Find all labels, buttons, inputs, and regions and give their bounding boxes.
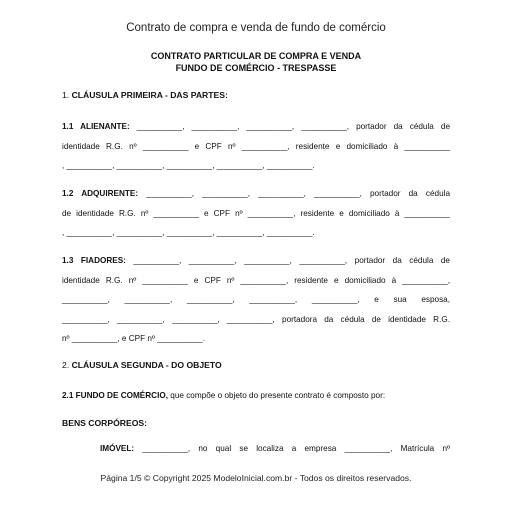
fiadores-label: 1.3 FIADORES: [62, 256, 126, 265]
document-heading [0, 50, 512, 74]
clause1-heading [62, 90, 228, 100]
imovel-text: __________, no qual se localiza a empresa __________, Matrícula nº [142, 444, 450, 453]
fundo-line [62, 386, 450, 405]
clause1-title: CLÁUSULA PRIMEIRA - DAS PARTES: [71, 90, 228, 100]
fiadores-line1-text: __________, __________, __________, __________, portador da cédula de [133, 256, 450, 265]
fiadores-line5: nº __________, e CPF nº __________. [62, 334, 206, 343]
alienante-line2: identidade R.G. nº __________ e CPF nº __________, residente e domiciliado à __________ [62, 141, 450, 151]
alienante-line1-text: __________, __________, __________, __________, portador da cédula de [136, 122, 450, 131]
fiadores-line1 [62, 251, 450, 271]
fundo-text: que compõe o objeto do presente contrato é composto por: [170, 391, 386, 400]
imovel-label: IMÓVEL: [100, 444, 135, 453]
adquirente-line1-text: __________, __________, __________, __________, portador da cédula [146, 189, 450, 198]
fundo-label: 2.1 FUNDO DE COMÉRCIO, [62, 391, 168, 400]
adquirente-paragraph [62, 184, 450, 243]
page-title: Contrato de compra e venda de fundo de comércio [126, 22, 386, 34]
bens-corporeos-label: BENS CORPÓREOS: [62, 418, 147, 428]
adquirente-label: 1.2 ADQUIRENTE: [62, 189, 139, 198]
adquirente-line3: , __________, __________, __________, __________, __________. [62, 228, 315, 237]
alienante-line1 [62, 117, 450, 137]
fiadores-line3: __________, __________, __________, __________, __________, e sua esposa, [62, 295, 450, 304]
fiadores-paragraph [62, 251, 450, 349]
clause2-title: CLÁUSULA SEGUNDA - DO OBJETO [71, 360, 222, 370]
fiadores-line4: __________, __________, __________, __________, portadora da cédula de identidade R.G. [62, 314, 450, 324]
clause2-heading [62, 360, 222, 370]
alienante-line3: , __________, __________, __________, __________, __________. [62, 161, 315, 170]
imovel-paragraph [100, 439, 450, 459]
fiadores-line2: identidade R.G. nº __________ e CPF nº __________, residente e domiciliado à __________, [62, 275, 450, 285]
imovel-line [100, 439, 450, 459]
adquirente-line2: de identidade R.G. nº __________ e CPF nº __________, residente e domiciliado à __________ [62, 208, 450, 218]
fundo-paragraph [62, 386, 450, 405]
alienante-paragraph [62, 117, 450, 176]
clause1-number: 1. [62, 90, 70, 100]
clause2-number: 2. [62, 360, 70, 370]
adquirente-line1 [62, 184, 450, 204]
page-footer: Página 1/5 © Copyright 2025 ModeloInicial.com.br - Todos os direitos reservados. [100, 473, 412, 483]
document-heading-line1: CONTRATO PARTICULAR DE COMPRA E VENDA [150, 51, 362, 61]
alienante-label: 1.1 ALIENANTE: [62, 122, 130, 131]
document-heading-line2: FUNDO DE COMÉRCIO - TRESPASSE [175, 63, 337, 73]
